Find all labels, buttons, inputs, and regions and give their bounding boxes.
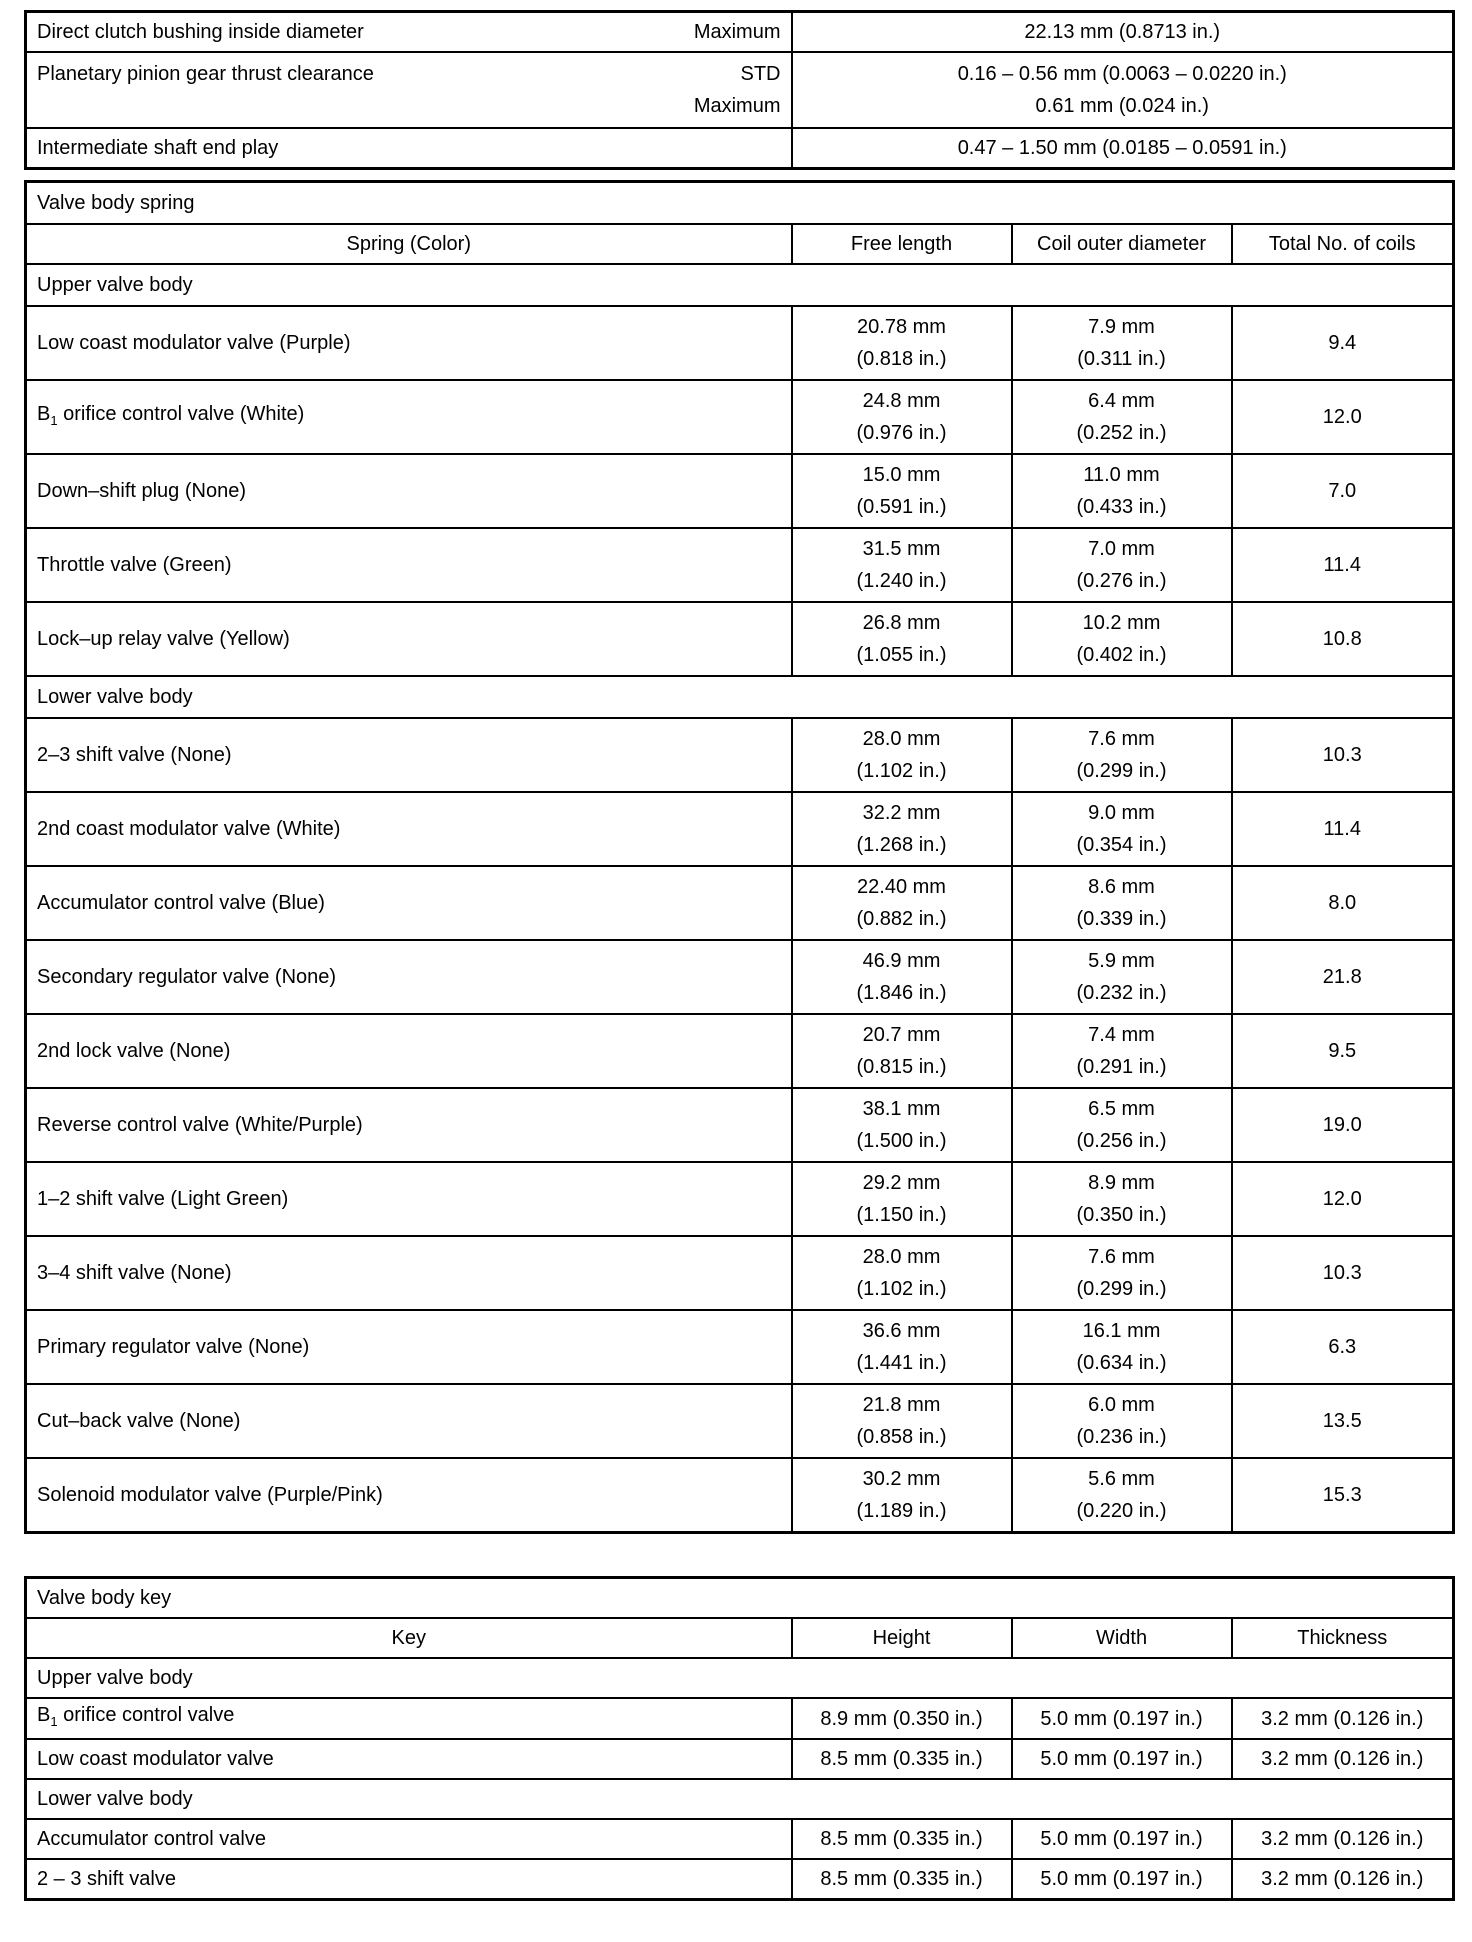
spec-qualifier: Maximum [693, 95, 781, 117]
free-length-mm: 29.2 mm [862, 1172, 941, 1194]
table-row [26, 1384, 1454, 1458]
key-width: 5.0 mm (0.197 in.) [1012, 1739, 1232, 1779]
column-header: Key [26, 1618, 792, 1658]
spec-label-cell [26, 12, 792, 53]
coil-od-mm: 6.4 mm [1088, 390, 1155, 412]
free-length-cell [792, 718, 1012, 792]
column-header: Width [1012, 1618, 1232, 1658]
coil-od-mm: 6.0 mm [1088, 1394, 1155, 1416]
free-length-cell [792, 602, 1012, 676]
coil-od-cell [1012, 454, 1232, 528]
coil-od-mm: 7.9 mm [1088, 316, 1155, 338]
column-header: Free length [792, 224, 1012, 264]
free-length-mm: 46.9 mm [862, 950, 941, 972]
free-length-mm: 28.0 mm [862, 728, 941, 750]
coil-od-cell [1012, 602, 1232, 676]
coil-od-mm: 7.6 mm [1088, 1246, 1155, 1268]
coil-count: 9.5 [1232, 1014, 1454, 1088]
free-length-mm: 20.78 mm [857, 316, 946, 338]
column-header: Coil outer diameter [1012, 224, 1232, 264]
spring-table-title: Valve body spring [26, 182, 1454, 225]
table-row [26, 1739, 1454, 1779]
table-row [26, 866, 1454, 940]
key-height: 8.5 mm (0.335 in.) [792, 1739, 1012, 1779]
coil-count: 9.4 [1232, 306, 1454, 380]
spring-name: Lock–up relay valve (Yellow) [26, 602, 792, 676]
coil-count: 12.0 [1232, 380, 1454, 454]
coil-od-in: (0.220 in.) [1076, 1500, 1167, 1522]
section-row [26, 676, 1454, 718]
coil-od-cell [1012, 1310, 1232, 1384]
free-length-mm: 28.0 mm [862, 1246, 941, 1268]
coil-od-cell [1012, 1088, 1232, 1162]
spec-row [26, 12, 1454, 53]
coil-od-cell [1012, 1162, 1232, 1236]
free-length-cell [792, 1384, 1012, 1458]
coil-count: 12.0 [1232, 1162, 1454, 1236]
section-row [26, 1779, 1454, 1819]
key-thickness: 3.2 mm (0.126 in.) [1232, 1739, 1454, 1779]
key-width: 5.0 mm (0.197 in.) [1012, 1819, 1232, 1859]
spec-value: 0.47 – 1.50 mm (0.0185 – 0.0591 in.) [792, 128, 1454, 169]
coil-od-in: (0.252 in.) [1076, 422, 1167, 444]
free-length-mm: 22.40 mm [857, 876, 946, 898]
section-row [26, 1658, 1454, 1698]
coil-od-mm: 7.0 mm [1088, 538, 1155, 560]
key-thickness: 3.2 mm (0.126 in.) [1232, 1819, 1454, 1859]
coil-od-cell [1012, 1236, 1232, 1310]
coil-od-mm: 7.6 mm [1088, 728, 1155, 750]
spec-label-cell [26, 128, 792, 169]
spec-label: Intermediate shaft end play [37, 137, 279, 159]
free-length-cell [792, 792, 1012, 866]
spring-name: Secondary regulator valve (None) [26, 940, 792, 1014]
free-length-in: (0.882 in.) [856, 908, 947, 930]
table-row [26, 454, 1454, 528]
column-header: Spring (Color) [26, 224, 792, 264]
spec-qualifier: STD [740, 63, 781, 85]
coil-od-in: (0.232 in.) [1076, 982, 1167, 1004]
coil-count: 11.4 [1232, 528, 1454, 602]
key-table-title: Valve body key [26, 1578, 1454, 1619]
table-row [26, 528, 1454, 602]
table-row [26, 1162, 1454, 1236]
table-row [26, 1698, 1454, 1739]
spring-name: 3–4 shift valve (None) [26, 1236, 792, 1310]
free-length-mm: 32.2 mm [862, 802, 941, 824]
table-row [26, 1458, 1454, 1533]
key-height: 8.5 mm (0.335 in.) [792, 1859, 1012, 1900]
free-length-mm: 15.0 mm [862, 464, 941, 486]
free-length-in: (1.102 in.) [856, 1278, 947, 1300]
coil-od-cell [1012, 792, 1232, 866]
key-width: 5.0 mm (0.197 in.) [1012, 1698, 1232, 1739]
spec-label: Direct clutch bushing inside diameter [37, 21, 364, 43]
table-row [26, 1819, 1454, 1859]
coil-od-mm: 6.5 mm [1088, 1098, 1155, 1120]
column-header: Total No. of coils [1232, 224, 1454, 264]
spring-name: Primary regulator valve (None) [26, 1310, 792, 1384]
coil-od-in: (0.350 in.) [1076, 1204, 1167, 1226]
coil-count: 11.4 [1232, 792, 1454, 866]
spec-label-cell [26, 52, 792, 128]
free-length-in: (1.102 in.) [856, 760, 947, 782]
table-title-row [26, 1578, 1454, 1619]
section-label: Upper valve body [26, 264, 1454, 306]
coil-count: 6.3 [1232, 1310, 1454, 1384]
spring-name: Throttle valve (Green) [26, 528, 792, 602]
spec-row [26, 52, 1454, 128]
free-length-mm: 30.2 mm [862, 1468, 941, 1490]
key-table-body [26, 1658, 1454, 1900]
free-length-cell [792, 1014, 1012, 1088]
coil-od-mm: 5.9 mm [1088, 950, 1155, 972]
key-name: Low coast modulator valve [26, 1739, 792, 1779]
section-row [26, 264, 1454, 306]
coil-od-in: (0.256 in.) [1076, 1130, 1167, 1152]
free-length-mm: 21.8 mm [862, 1394, 941, 1416]
free-length-in: (1.441 in.) [856, 1352, 947, 1374]
coil-count: 10.8 [1232, 602, 1454, 676]
spec-value: 22.13 mm (0.8713 in.) [792, 12, 1454, 53]
coil-od-in: (0.634 in.) [1076, 1352, 1167, 1374]
free-length-cell [792, 1088, 1012, 1162]
table-row [26, 792, 1454, 866]
free-length-cell [792, 454, 1012, 528]
coil-od-cell [1012, 1014, 1232, 1088]
coil-od-mm: 11.0 mm [1083, 464, 1160, 486]
spring-name: Down–shift plug (None) [26, 454, 792, 528]
spring-name: Reverse control valve (White/Purple) [26, 1088, 792, 1162]
free-length-mm: 38.1 mm [862, 1098, 941, 1120]
coil-od-mm: 5.6 mm [1088, 1468, 1155, 1490]
coil-od-in: (0.276 in.) [1076, 570, 1167, 592]
table-title-row [26, 182, 1454, 225]
free-length-cell [792, 1310, 1012, 1384]
coil-od-mm: 8.9 mm [1088, 1172, 1155, 1194]
coil-count: 21.8 [1232, 940, 1454, 1014]
key-name: $B_1$ orifice control valve [26, 1698, 792, 1739]
spring-name: $B_1$ orifice control valve (White) [26, 380, 792, 454]
coil-count: 10.3 [1232, 1236, 1454, 1310]
coil-od-in: (0.236 in.) [1076, 1426, 1167, 1448]
spring-name: Solenoid modulator valve (Purple/Pink) [26, 1458, 792, 1533]
coil-count: 8.0 [1232, 866, 1454, 940]
free-length-cell [792, 306, 1012, 380]
spring-name: 2nd coast modulator valve (White) [26, 792, 792, 866]
coil-od-in: (0.402 in.) [1076, 644, 1167, 666]
section-label: Lower valve body [26, 1779, 1454, 1819]
table-row [26, 1014, 1454, 1088]
coil-od-cell [1012, 1458, 1232, 1533]
key-table [24, 1576, 1455, 1901]
key-name: Accumulator control valve [26, 1819, 792, 1859]
section-label: Upper valve body [26, 1658, 1454, 1698]
spec-label: Planetary pinion gear thrust clearance [37, 63, 374, 85]
section-label: Lower valve body [26, 676, 1454, 718]
coil-od-cell [1012, 306, 1232, 380]
free-length-mm: 24.8 mm [862, 390, 941, 412]
column-header: Height [792, 1618, 1012, 1658]
coil-count: 15.3 [1232, 1458, 1454, 1533]
coil-od-in: (0.339 in.) [1076, 908, 1167, 930]
coil-count: 13.5 [1232, 1384, 1454, 1458]
spec-value: 0.61 mm (0.024 in.) [1035, 95, 1209, 117]
spring-table [24, 180, 1455, 1534]
table-row [26, 1236, 1454, 1310]
coil-od-cell [1012, 866, 1232, 940]
free-length-cell [792, 1458, 1012, 1533]
key-thickness: 3.2 mm (0.126 in.) [1232, 1859, 1454, 1900]
coil-od-in: (0.433 in.) [1076, 496, 1167, 518]
coil-od-cell [1012, 380, 1232, 454]
key-height: 8.9 mm (0.350 in.) [792, 1698, 1012, 1739]
coil-od-in: (0.311 in.) [1077, 348, 1166, 370]
free-length-cell [792, 940, 1012, 1014]
coil-od-mm: 16.1 mm [1082, 1320, 1161, 1342]
free-length-cell [792, 1162, 1012, 1236]
table-header-row [26, 224, 1454, 264]
coil-od-cell [1012, 1384, 1232, 1458]
spring-table-body [26, 264, 1454, 1533]
spec-table [24, 10, 1455, 170]
free-length-cell [792, 528, 1012, 602]
coil-od-mm: 9.0 mm [1088, 802, 1155, 824]
free-length-mm: 36.6 mm [862, 1320, 941, 1342]
spring-name: Cut–back valve (None) [26, 1384, 792, 1458]
spec-value: 0.16 – 0.56 mm (0.0063 – 0.0220 in.) [957, 63, 1287, 85]
free-length-cell [792, 866, 1012, 940]
spec-qualifier: Maximum [693, 21, 781, 43]
table-row [26, 1859, 1454, 1900]
key-width: 5.0 mm (0.197 in.) [1012, 1859, 1232, 1900]
coil-od-cell [1012, 528, 1232, 602]
free-length-mm: 31.5 mm [862, 538, 941, 560]
coil-od-in: (0.291 in.) [1076, 1056, 1167, 1078]
free-length-in: (0.815 in.) [856, 1056, 947, 1078]
coil-od-mm: 8.6 mm [1088, 876, 1155, 898]
spring-name: Accumulator control valve (Blue) [26, 866, 792, 940]
free-length-in: (1.055 in.) [856, 644, 947, 666]
coil-od-mm: 10.2 mm [1082, 612, 1161, 634]
table-row [26, 1310, 1454, 1384]
free-length-mm: 26.8 mm [862, 612, 941, 634]
coil-od-cell [1012, 940, 1232, 1014]
key-height: 8.5 mm (0.335 in.) [792, 1819, 1012, 1859]
free-length-in: (0.976 in.) [856, 422, 947, 444]
free-length-in: (1.240 in.) [856, 570, 947, 592]
free-length-in: (0.858 in.) [856, 1426, 947, 1448]
spring-name: 2–3 shift valve (None) [26, 718, 792, 792]
free-length-in: (1.150 in.) [856, 1204, 947, 1226]
coil-od-in: (0.299 in.) [1076, 1278, 1167, 1300]
table-row [26, 602, 1454, 676]
free-length-mm: 20.7 mm [862, 1024, 941, 1046]
spec-value-cell [792, 52, 1454, 128]
coil-od-cell [1012, 718, 1232, 792]
table-row [26, 306, 1454, 380]
table-header-row [26, 1618, 1454, 1658]
table-row [26, 1088, 1454, 1162]
coil-count: 19.0 [1232, 1088, 1454, 1162]
free-length-in: (1.500 in.) [856, 1130, 947, 1152]
spec-row [26, 128, 1454, 169]
coil-od-mm: 7.4 mm [1088, 1024, 1155, 1046]
key-name: 2 – 3 shift valve [26, 1859, 792, 1900]
free-length-in: (0.818 in.) [856, 348, 947, 370]
table-row [26, 718, 1454, 792]
table-row [26, 940, 1454, 1014]
spring-name: 1–2 shift valve (Light Green) [26, 1162, 792, 1236]
free-length-in: (1.268 in.) [856, 834, 947, 856]
spring-name: Low coast modulator valve (Purple) [26, 306, 792, 380]
free-length-in: (0.591 in.) [856, 496, 947, 518]
key-thickness: 3.2 mm (0.126 in.) [1232, 1698, 1454, 1739]
free-length-cell [792, 380, 1012, 454]
free-length-in: (1.846 in.) [856, 982, 947, 1004]
coil-count: 10.3 [1232, 718, 1454, 792]
coil-od-in: (0.354 in.) [1076, 834, 1167, 856]
free-length-cell [792, 1236, 1012, 1310]
free-length-in: (1.189 in.) [856, 1500, 947, 1522]
coil-count: 7.0 [1232, 454, 1454, 528]
table-row [26, 380, 1454, 454]
column-header: Thickness [1232, 1618, 1454, 1658]
coil-od-in: (0.299 in.) [1076, 760, 1167, 782]
spring-name: 2nd lock valve (None) [26, 1014, 792, 1088]
